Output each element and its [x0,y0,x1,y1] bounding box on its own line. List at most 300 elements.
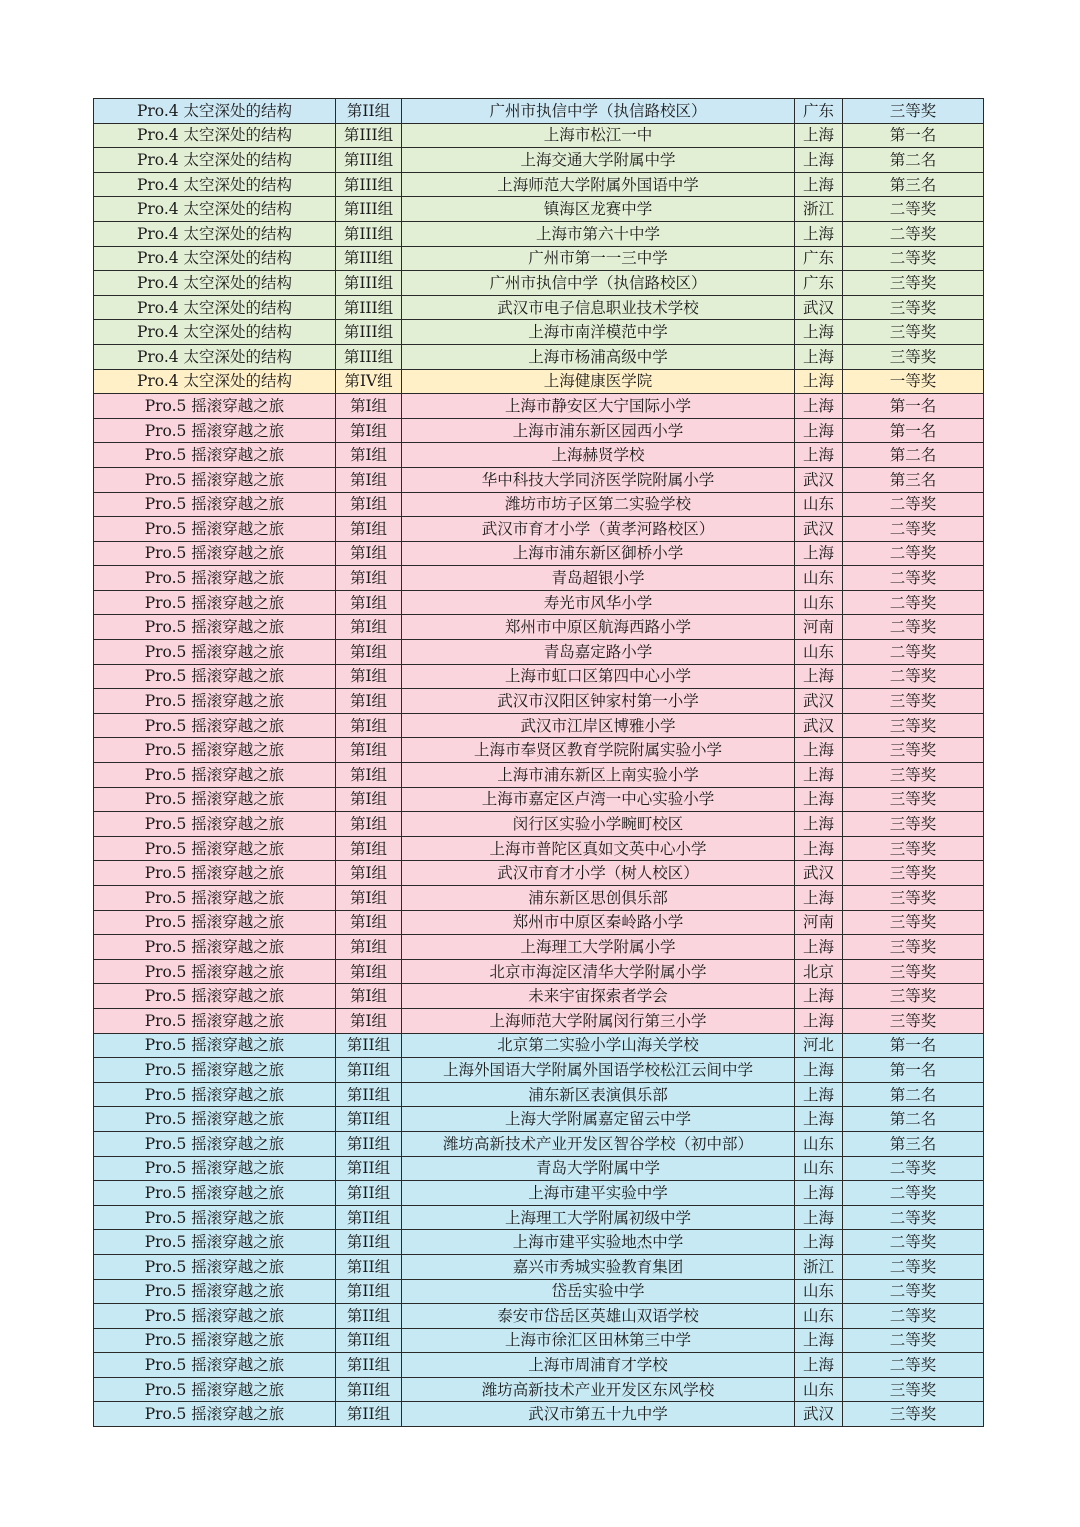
school-cell: 广州市执信中学（执信路校区） [402,99,795,124]
region-cell: 上海 [795,394,843,419]
school-cell: 上海市浦东新区园西小学 [402,418,795,443]
table-row [94,1107,984,1132]
project-cell: Pro.5 摇滚穿越之旅 [94,935,336,960]
region-cell: 上海 [795,812,843,837]
school-cell: 青岛超银小学 [402,566,795,591]
award-cell: 二等奖 [843,640,984,665]
school-cell: 上海师范大学附属闵行第三小学 [402,1008,795,1033]
school-cell: 青岛大学附属中学 [402,1156,795,1181]
table-row [94,640,984,665]
group-cell: 第II组 [336,1304,402,1329]
table-row [94,1377,984,1402]
project-cell: Pro.5 摇滚穿越之旅 [94,836,336,861]
table-row [94,492,984,517]
region-cell: 上海 [795,935,843,960]
award-cell: 第一名 [843,1058,984,1083]
school-cell: 郑州市中原区秦岭路小学 [402,910,795,935]
project-cell: Pro.4 太空深处的结构 [94,148,336,173]
project-cell: Pro.5 摇滚穿越之旅 [94,1107,336,1132]
region-cell: 浙江 [795,197,843,222]
project-cell: Pro.4 太空深处的结构 [94,99,336,124]
award-cell: 二等奖 [843,492,984,517]
award-cell: 三等奖 [843,99,984,124]
award-cell: 三等奖 [843,935,984,960]
project-cell: Pro.5 摇滚穿越之旅 [94,689,336,714]
region-cell: 武汉 [795,1402,843,1427]
award-cell: 第三名 [843,1131,984,1156]
region-cell: 上海 [795,1008,843,1033]
region-cell: 上海 [795,738,843,763]
project-cell: Pro.5 摇滚穿越之旅 [94,590,336,615]
group-cell: 第I组 [336,615,402,640]
region-cell: 上海 [795,886,843,911]
table-row [94,172,984,197]
group-cell: 第I组 [336,836,402,861]
award-cell: 第一名 [843,123,984,148]
table-row [94,1181,984,1206]
award-cell: 二等奖 [843,1205,984,1230]
group-cell: 第III组 [336,148,402,173]
project-cell: Pro.5 摇滚穿越之旅 [94,787,336,812]
region-cell: 广东 [795,99,843,124]
school-cell: 上海市周浦育才学校 [402,1353,795,1378]
award-cell: 一等奖 [843,369,984,394]
region-cell: 山东 [795,1377,843,1402]
project-cell: Pro.4 太空深处的结构 [94,172,336,197]
award-cell: 三等奖 [843,787,984,812]
region-cell: 广东 [795,246,843,271]
region-cell: 上海 [795,1230,843,1255]
table-row [94,1254,984,1279]
project-cell: Pro.5 摇滚穿越之旅 [94,812,336,837]
award-cell: 二等奖 [843,1304,984,1329]
region-cell: 北京 [795,959,843,984]
table-row [94,1279,984,1304]
group-cell: 第II组 [336,1279,402,1304]
school-cell: 上海市徐汇区田林第三中学 [402,1328,795,1353]
award-cell: 三等奖 [843,886,984,911]
award-cell: 二等奖 [843,1181,984,1206]
award-cell: 三等奖 [843,738,984,763]
group-cell: 第I组 [336,664,402,689]
table-row [94,1156,984,1181]
school-cell: 武汉市汉阳区钟家村第一小学 [402,689,795,714]
region-cell: 上海 [795,1353,843,1378]
project-cell: Pro.5 摇滚穿越之旅 [94,861,336,886]
school-cell: 上海理工大学附属小学 [402,935,795,960]
school-cell: 上海市第六十中学 [402,221,795,246]
school-cell: 武汉市第五十九中学 [402,1402,795,1427]
group-cell: 第II组 [336,1377,402,1402]
project-cell: Pro.5 摇滚穿越之旅 [94,1008,336,1033]
group-cell: 第III组 [336,221,402,246]
project-cell: Pro.5 摇滚穿越之旅 [94,1230,336,1255]
results-table-body [94,99,984,1427]
project-cell: Pro.5 摇滚穿越之旅 [94,1279,336,1304]
project-cell: Pro.5 摇滚穿越之旅 [94,394,336,419]
project-cell: Pro.5 摇滚穿越之旅 [94,492,336,517]
school-cell: 镇海区龙赛中学 [402,197,795,222]
school-cell: 上海交通大学附属中学 [402,148,795,173]
region-cell: 上海 [795,1181,843,1206]
region-cell: 广东 [795,271,843,296]
group-cell: 第I组 [336,590,402,615]
school-cell: 上海外国语大学附属外国语学校松江云间中学 [402,1058,795,1083]
project-cell: Pro.5 摇滚穿越之旅 [94,1181,336,1206]
region-cell: 上海 [795,1082,843,1107]
award-cell: 二等奖 [843,1156,984,1181]
award-cell: 三等奖 [843,689,984,714]
group-cell: 第I组 [336,787,402,812]
region-cell: 上海 [795,123,843,148]
school-cell: 上海师范大学附属外国语中学 [402,172,795,197]
school-cell: 潍坊高新技术产业开发区东风学校 [402,1377,795,1402]
group-cell: 第I组 [336,910,402,935]
school-cell: 上海市奉贤区教育学院附属实验小学 [402,738,795,763]
table-row [94,123,984,148]
group-cell: 第II组 [336,1328,402,1353]
school-cell: 未来宇宙探索者学会 [402,984,795,1009]
project-cell: Pro.4 太空深处的结构 [94,197,336,222]
region-cell: 上海 [795,221,843,246]
project-cell: Pro.4 太空深处的结构 [94,344,336,369]
table-row [94,271,984,296]
region-cell: 山东 [795,640,843,665]
table-row [94,861,984,886]
table-row [94,99,984,124]
school-cell: 浦东新区思创俱乐部 [402,886,795,911]
table-row [94,1008,984,1033]
region-cell: 河南 [795,615,843,640]
award-cell: 第三名 [843,172,984,197]
table-row [94,197,984,222]
region-cell: 山东 [795,1279,843,1304]
region-cell: 上海 [795,443,843,468]
award-cell: 二等奖 [843,590,984,615]
group-cell: 第I组 [336,640,402,665]
group-cell: 第IV组 [336,369,402,394]
region-cell: 上海 [795,320,843,345]
table-row [94,1033,984,1058]
school-cell: 上海市杨浦高级中学 [402,344,795,369]
award-cell: 三等奖 [843,959,984,984]
table-row [94,812,984,837]
award-cell: 三等奖 [843,1377,984,1402]
project-cell: Pro.4 太空深处的结构 [94,271,336,296]
school-cell: 闵行区实验小学畹町校区 [402,812,795,837]
table-row [94,246,984,271]
group-cell: 第III组 [336,320,402,345]
project-cell: Pro.4 太空深处的结构 [94,123,336,148]
group-cell: 第I组 [336,713,402,738]
table-row [94,590,984,615]
project-cell: Pro.4 太空深处的结构 [94,246,336,271]
region-cell: 山东 [795,1304,843,1329]
group-cell: 第I组 [336,566,402,591]
group-cell: 第II组 [336,1254,402,1279]
award-cell: 二等奖 [843,615,984,640]
table-row [94,689,984,714]
region-cell: 上海 [795,541,843,566]
school-cell: 岱岳实验中学 [402,1279,795,1304]
table-row [94,517,984,542]
project-cell: Pro.4 太空深处的结构 [94,221,336,246]
school-cell: 上海市静安区大宁国际小学 [402,394,795,419]
award-cell: 三等奖 [843,1008,984,1033]
project-cell: Pro.4 太空深处的结构 [94,369,336,394]
school-cell: 武汉市电子信息职业技术学校 [402,295,795,320]
award-cell: 三等奖 [843,344,984,369]
award-cell: 二等奖 [843,541,984,566]
group-cell: 第I组 [336,812,402,837]
project-cell: Pro.5 摇滚穿越之旅 [94,517,336,542]
region-cell: 山东 [795,1131,843,1156]
group-cell: 第III组 [336,172,402,197]
table-row [94,886,984,911]
table-row [94,984,984,1009]
table-row [94,1353,984,1378]
group-cell: 第I组 [336,394,402,419]
project-cell: Pro.5 摇滚穿越之旅 [94,1402,336,1427]
group-cell: 第I组 [336,861,402,886]
project-cell: Pro.5 摇滚穿越之旅 [94,1353,336,1378]
school-cell: 潍坊高新技术产业开发区智谷学校（初中部） [402,1131,795,1156]
school-cell: 武汉市育才小学（树人校区） [402,861,795,886]
project-cell: Pro.5 摇滚穿越之旅 [94,1131,336,1156]
award-cell: 三等奖 [843,861,984,886]
project-cell: Pro.5 摇滚穿越之旅 [94,984,336,1009]
table-row [94,664,984,689]
project-cell: Pro.5 摇滚穿越之旅 [94,886,336,911]
award-cell: 第二名 [843,1107,984,1132]
award-cell: 二等奖 [843,221,984,246]
table-row [94,935,984,960]
project-cell: Pro.5 摇滚穿越之旅 [94,443,336,468]
school-cell: 上海市虹口区第四中心小学 [402,664,795,689]
group-cell: 第II组 [336,99,402,124]
group-cell: 第I组 [336,935,402,960]
project-cell: Pro.5 摇滚穿越之旅 [94,615,336,640]
school-cell: 华中科技大学同济医学院附属小学 [402,467,795,492]
project-cell: Pro.5 摇滚穿越之旅 [94,959,336,984]
award-cell: 第二名 [843,443,984,468]
group-cell: 第II组 [336,1230,402,1255]
school-cell: 浦东新区表演俱乐部 [402,1082,795,1107]
table-row [94,959,984,984]
school-cell: 广州市第一一三中学 [402,246,795,271]
group-cell: 第I组 [336,984,402,1009]
award-cell: 二等奖 [843,197,984,222]
region-cell: 上海 [795,1205,843,1230]
group-cell: 第II组 [336,1205,402,1230]
award-cell: 三等奖 [843,713,984,738]
region-cell: 山东 [795,1156,843,1181]
region-cell: 上海 [795,418,843,443]
school-cell: 上海市浦东新区御桥小学 [402,541,795,566]
table-row [94,295,984,320]
award-cell: 二等奖 [843,1353,984,1378]
table-row [94,1205,984,1230]
award-cell: 二等奖 [843,566,984,591]
table-row [94,320,984,345]
table-row [94,787,984,812]
table-row [94,1082,984,1107]
group-cell: 第II组 [336,1402,402,1427]
project-cell: Pro.5 摇滚穿越之旅 [94,1254,336,1279]
school-cell: 上海市浦东新区上南实验小学 [402,763,795,788]
table-row [94,566,984,591]
award-cell: 二等奖 [843,1328,984,1353]
region-cell: 上海 [795,369,843,394]
table-row [94,1304,984,1329]
school-cell: 潍坊市坊子区第二实验学校 [402,492,795,517]
award-cell: 三等奖 [843,984,984,1009]
region-cell: 上海 [795,836,843,861]
award-cell: 二等奖 [843,1279,984,1304]
project-cell: Pro.5 摇滚穿越之旅 [94,1377,336,1402]
award-cell: 三等奖 [843,910,984,935]
group-cell: 第III组 [336,246,402,271]
group-cell: 第III组 [336,271,402,296]
project-cell: Pro.5 摇滚穿越之旅 [94,1082,336,1107]
table-row [94,148,984,173]
project-cell: Pro.4 太空深处的结构 [94,295,336,320]
award-cell: 二等奖 [843,1254,984,1279]
group-cell: 第II组 [336,1082,402,1107]
region-cell: 武汉 [795,467,843,492]
table-row [94,394,984,419]
region-cell: 武汉 [795,713,843,738]
group-cell: 第I组 [336,738,402,763]
award-cell: 三等奖 [843,295,984,320]
award-cell: 第一名 [843,1033,984,1058]
table-row [94,1402,984,1427]
group-cell: 第I组 [336,517,402,542]
table-row [94,738,984,763]
school-cell: 泰安市岱岳区英雄山双语学校 [402,1304,795,1329]
region-cell: 上海 [795,148,843,173]
group-cell: 第II组 [336,1058,402,1083]
region-cell: 上海 [795,1058,843,1083]
group-cell: 第I组 [336,959,402,984]
school-cell: 北京市海淀区清华大学附属小学 [402,959,795,984]
region-cell: 上海 [795,763,843,788]
project-cell: Pro.5 摇滚穿越之旅 [94,713,336,738]
region-cell: 河南 [795,910,843,935]
group-cell: 第I组 [336,443,402,468]
award-cell: 第二名 [843,1082,984,1107]
region-cell: 上海 [795,664,843,689]
award-cell: 二等奖 [843,664,984,689]
school-cell: 上海市嘉定区卢湾一中心实验小学 [402,787,795,812]
region-cell: 上海 [795,172,843,197]
region-cell: 上海 [795,787,843,812]
school-cell: 武汉市育才小学（黄孝河路校区） [402,517,795,542]
award-cell: 二等奖 [843,1230,984,1255]
table-row [94,443,984,468]
school-cell: 武汉市江岸区博雅小学 [402,713,795,738]
group-cell: 第II组 [336,1131,402,1156]
group-cell: 第I组 [336,689,402,714]
region-cell: 上海 [795,344,843,369]
project-cell: Pro.5 摇滚穿越之旅 [94,1058,336,1083]
table-row [94,763,984,788]
region-cell: 山东 [795,590,843,615]
region-cell: 河北 [795,1033,843,1058]
group-cell: 第II组 [336,1156,402,1181]
group-cell: 第II组 [336,1353,402,1378]
table-row [94,836,984,861]
project-cell: Pro.5 摇滚穿越之旅 [94,418,336,443]
school-cell: 上海理工大学附属初级中学 [402,1205,795,1230]
table-row [94,344,984,369]
region-cell: 武汉 [795,861,843,886]
project-cell: Pro.5 摇滚穿越之旅 [94,541,336,566]
group-cell: 第II组 [336,1033,402,1058]
award-cell: 第一名 [843,418,984,443]
table-row [94,1230,984,1255]
school-cell: 广州市执信中学（执信路校区） [402,271,795,296]
award-cell: 第二名 [843,148,984,173]
school-cell: 上海市普陀区真如文英中心小学 [402,836,795,861]
group-cell: 第I组 [336,418,402,443]
school-cell: 上海市南洋模范中学 [402,320,795,345]
project-cell: Pro.5 摇滚穿越之旅 [94,1156,336,1181]
group-cell: 第II组 [336,1107,402,1132]
group-cell: 第I组 [336,492,402,517]
table-row [94,615,984,640]
table-row [94,418,984,443]
group-cell: 第III组 [336,123,402,148]
group-cell: 第I组 [336,763,402,788]
table-row [94,1058,984,1083]
project-cell: Pro.5 摇滚穿越之旅 [94,910,336,935]
award-cell: 三等奖 [843,320,984,345]
project-cell: Pro.5 摇滚穿越之旅 [94,738,336,763]
region-cell: 上海 [795,1107,843,1132]
award-cell: 二等奖 [843,246,984,271]
award-cell: 第一名 [843,394,984,419]
award-cell: 二等奖 [843,517,984,542]
group-cell: 第III组 [336,197,402,222]
group-cell: 第I组 [336,541,402,566]
region-cell: 上海 [795,1328,843,1353]
project-cell: Pro.5 摇滚穿越之旅 [94,467,336,492]
region-cell: 武汉 [795,295,843,320]
school-cell: 上海赫贤学校 [402,443,795,468]
region-cell: 上海 [795,984,843,1009]
table-row [94,369,984,394]
table-row [94,541,984,566]
table-row [94,910,984,935]
school-cell: 嘉兴市秀城实验教育集团 [402,1254,795,1279]
project-cell: Pro.5 摇滚穿越之旅 [94,640,336,665]
project-cell: Pro.4 太空深处的结构 [94,320,336,345]
table-row [94,1131,984,1156]
group-cell: 第I组 [336,467,402,492]
award-cell: 三等奖 [843,836,984,861]
award-cell: 三等奖 [843,763,984,788]
school-cell: 寿光市风华小学 [402,590,795,615]
award-cell: 三等奖 [843,812,984,837]
region-cell: 浙江 [795,1254,843,1279]
group-cell: 第I组 [336,1008,402,1033]
project-cell: Pro.5 摇滚穿越之旅 [94,566,336,591]
school-cell: 郑州市中原区航海西路小学 [402,615,795,640]
results-table [93,98,984,1427]
school-cell: 青岛嘉定路小学 [402,640,795,665]
table-row [94,467,984,492]
